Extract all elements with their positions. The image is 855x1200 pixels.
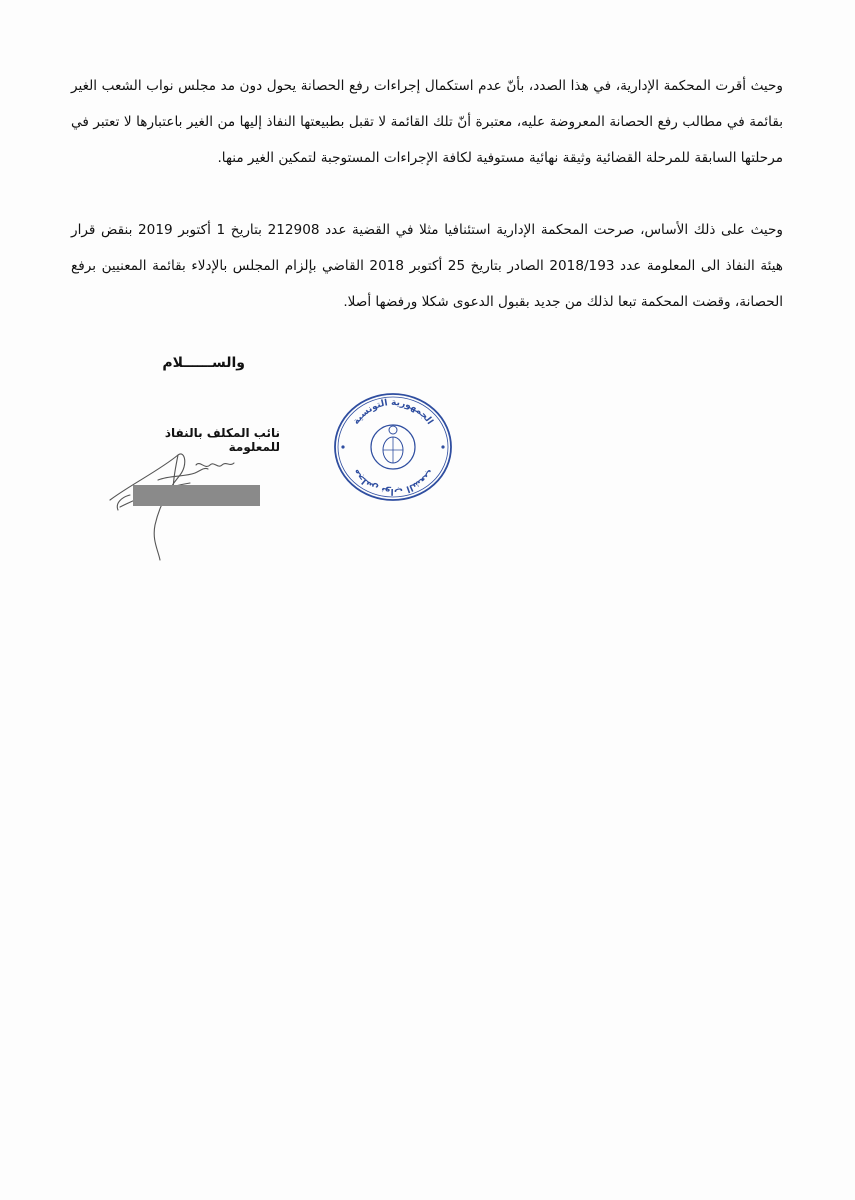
official-stamp: [333, 392, 453, 502]
svg-text:مجلس نواب الشعب: مجلس نواب الشعب: [351, 467, 435, 497]
paragraph-2: وحيث على ذلك الأساس، صرحت المحكمة الإدارية استئنافيا مثلا في القضية عدد 212908 بتاريخ 1 أكتوبر 2019 بنقض قرار هيئة النفاذ الى المعلومة عدد 2018/193 الصادر بتاريخ 25 أكتوبر 2018 القاضي بإلزام المجلس بالإدلاء بقائمة المعنيين برفع الحصانة، وقضت المحكمة تبعا لذلك من جديد بقبول الدعوى شكلا ورفضها أصلا.: [71, 221, 783, 310]
paragraph-1: وحيث أقرت المحكمة الإدارية، في هذا الصدد، بأنّ عدم استكمال إجراءات رفع الحصانة يحول دون مد مجلس نواب الشعب الغير بقائمة في مطالب رفع الحصانة المعروضة عليه، معتبرة أنّ تلك القائمة لا تقبل بطبيعتها النفاذ إليها من الغير باعتبارها لا تعتبر في مرحلتها السابقة للمرحلة القضائية وثيقة نهائية مستوفية لكافة الإجراءات المستوجبة لتمكين الغير منها.: [71, 77, 783, 166]
redacted-name-block: [133, 485, 260, 506]
closing-salutation: والســــــلام: [162, 355, 245, 371]
stamp-text-arc: الجمهورية التونسية: [351, 397, 435, 427]
signer-title: نائب المكلف بالنفاذ للمعلومة: [164, 426, 280, 454]
